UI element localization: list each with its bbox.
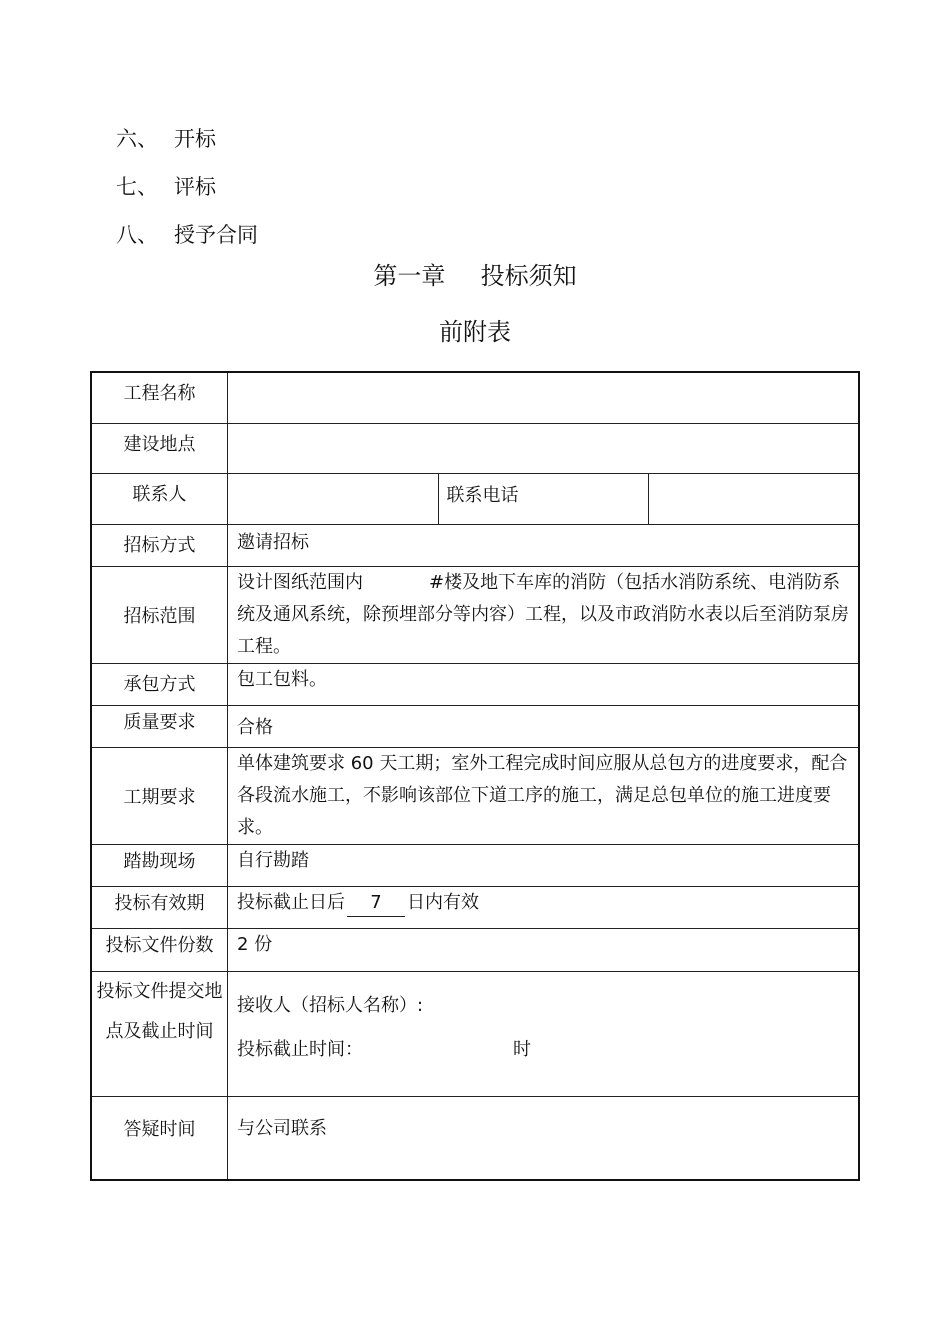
copies-label: 投标文件份数 — [91, 928, 228, 971]
toc-number: 六、 — [116, 127, 158, 151]
location-label: 建设地点 — [91, 423, 228, 473]
table-row — [91, 524, 859, 566]
scope-text-part1: 设计图纸范围内 — [237, 571, 363, 593]
table-row — [91, 844, 859, 886]
table-row — [91, 1096, 859, 1180]
table-row — [91, 971, 859, 1096]
quality-label: 质量要求 — [91, 705, 228, 747]
qa-label: 答疑时间 — [91, 1096, 228, 1180]
location-value — [228, 423, 860, 473]
table-row — [91, 886, 859, 928]
toc-label: 评标 — [174, 175, 216, 199]
validity-value — [228, 886, 860, 928]
toc-list — [116, 120, 258, 264]
table-row — [91, 473, 859, 524]
deadline-label: 投标截止时间： — [237, 1038, 363, 1060]
table-row — [91, 705, 859, 747]
deadline-line — [237, 1034, 850, 1066]
validity-label: 投标有效期 — [91, 886, 228, 928]
toc-item — [116, 120, 258, 168]
table-row — [91, 663, 859, 705]
phone-value — [649, 473, 860, 524]
contract-value: 包工包料。 — [228, 663, 860, 705]
info-table — [90, 371, 860, 1181]
contact-value — [228, 473, 439, 524]
duration-value: 单体建筑要求 60 天工期；室外工程完成时间应服从总包方的进度要求，配合各段流水施工，不影响该部位下道工序的施工，满足总包单位的施工进度要求。 — [228, 747, 860, 844]
qa-value: 与公司联系 — [228, 1096, 860, 1180]
contact-label: 联系人 — [91, 473, 228, 524]
scope-value — [228, 566, 860, 663]
scope-label: 招标范围 — [91, 566, 228, 663]
chapter-number: 第一章 — [373, 262, 446, 290]
toc-number: 八、 — [116, 223, 158, 247]
toc-label: 开标 — [174, 127, 216, 151]
page-subtitle: 前附表 — [439, 318, 511, 346]
chapter-name: 投标须知 — [480, 262, 577, 290]
receiver-line: 接收人（招标人名称）: — [237, 994, 424, 1016]
contract-label: 承包方式 — [91, 663, 228, 705]
toc-number: 七、 — [116, 175, 158, 199]
duration-label: 工期要求 — [91, 747, 228, 844]
deadline-hour: 时 — [513, 1038, 531, 1060]
validity-days: 7 — [347, 890, 405, 917]
project-name-value — [228, 372, 860, 423]
toc-item — [116, 168, 258, 216]
phone-label: 联系电话 — [438, 473, 649, 524]
method-value: 邀请招标 — [228, 524, 860, 566]
table-row — [91, 372, 859, 423]
table-row — [91, 423, 859, 473]
quality-value: 合格 — [228, 705, 860, 747]
table-row — [91, 928, 859, 971]
validity-before: 投标截止日后 — [237, 891, 345, 913]
toc-label: 授予合同 — [174, 223, 258, 247]
chapter-title — [0, 256, 950, 291]
validity-after: 日内有效 — [407, 891, 479, 913]
project-name-label: 工程名称 — [91, 372, 228, 423]
submission-value — [228, 971, 860, 1096]
site-visit-value: 自行勘踏 — [228, 844, 860, 886]
table-row — [91, 566, 859, 663]
copies-value: 2 份 — [228, 928, 860, 971]
site-visit-label: 踏勘现场 — [91, 844, 228, 886]
submission-label: 投标文件提交地点及截止时间 — [91, 971, 228, 1096]
table-row — [91, 747, 859, 844]
scope-text-part2: #楼及地下车库的消防（包括水消防系统、电消防系统及通风系统，除预埋部分等内容）工程，以及市政消防水表以后至消防泵房工程。 — [237, 571, 849, 657]
method-label: 招标方式 — [91, 524, 228, 566]
